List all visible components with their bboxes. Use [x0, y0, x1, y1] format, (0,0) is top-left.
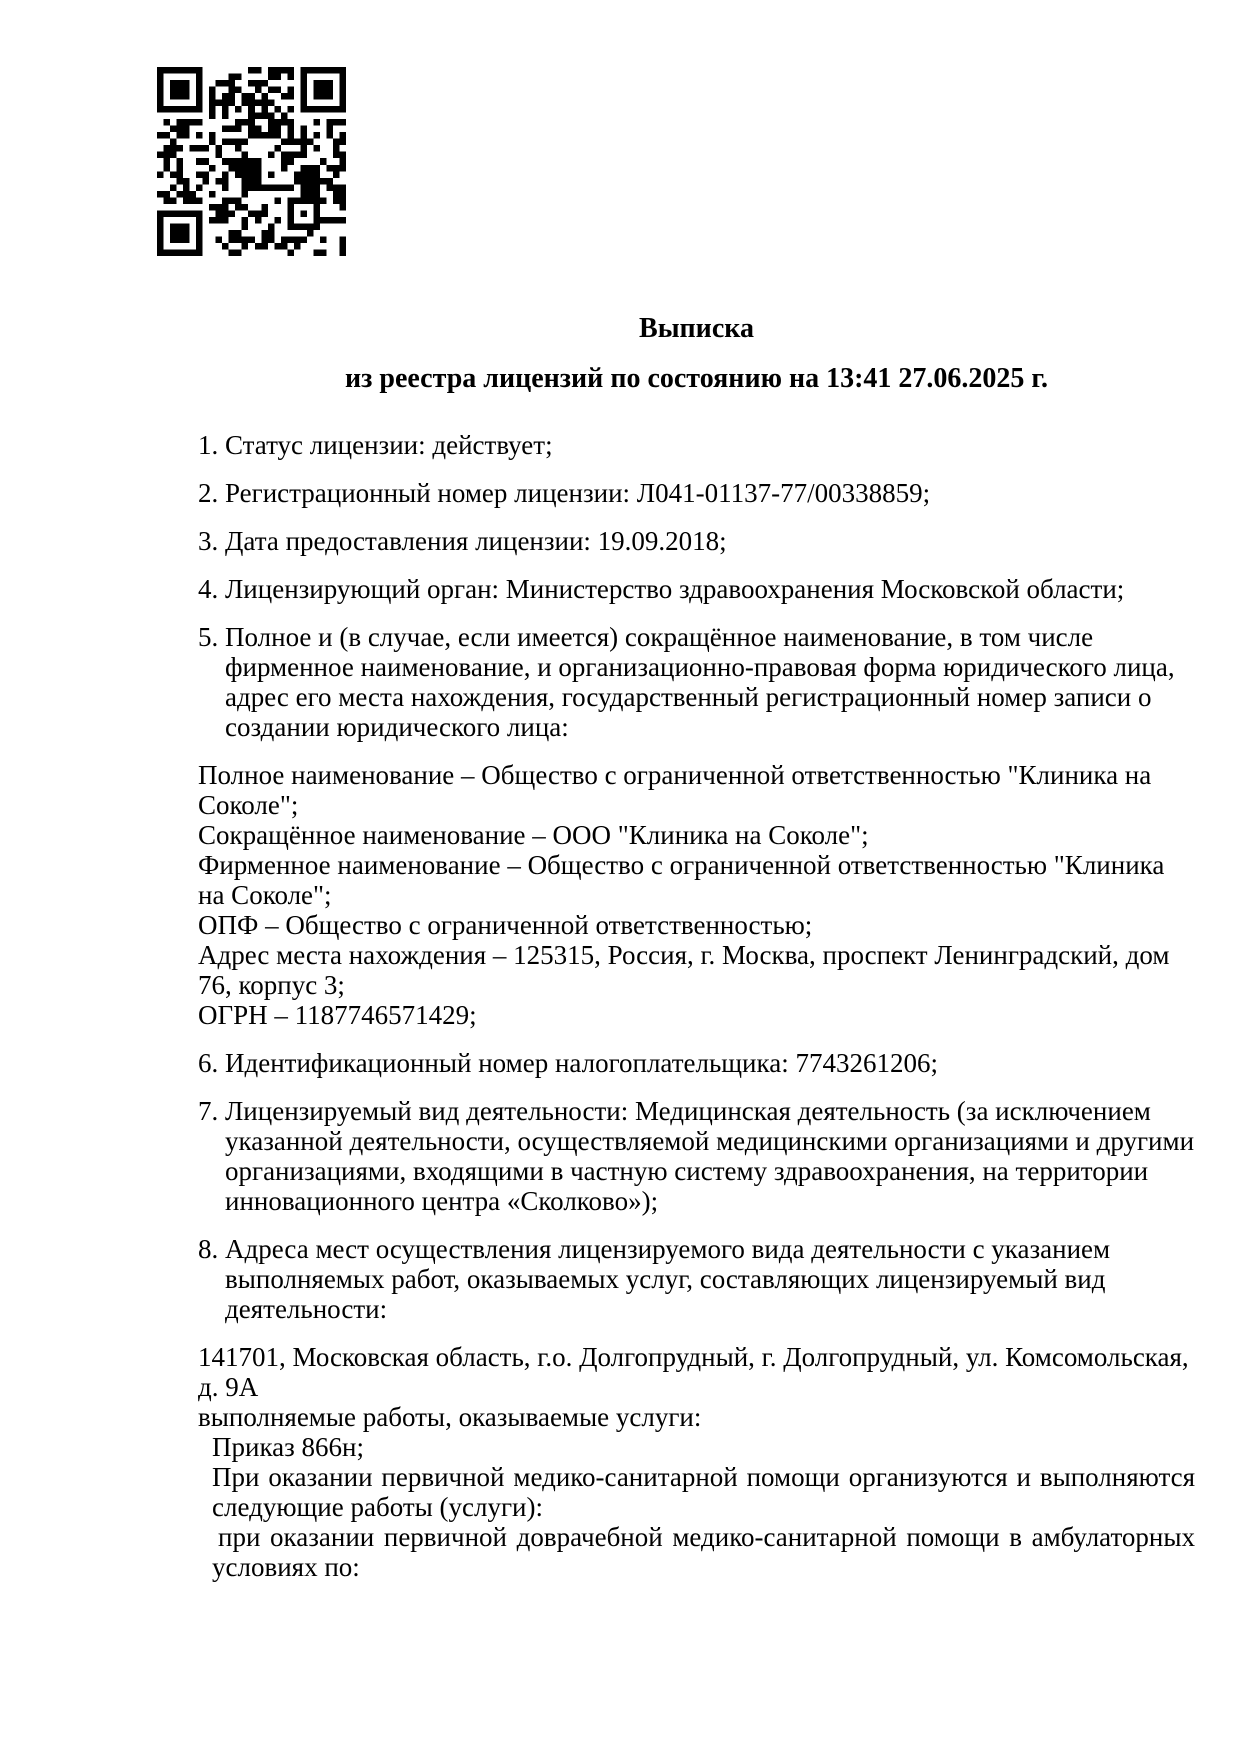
item-grant-date: 3. Дата предоставления лицензии: 19.09.2018; — [198, 526, 727, 556]
org-full-name: Полное наименование – Общество с ограниченной ответственностью "Клиника на Соколе"; — [198, 760, 1152, 820]
order-866n: Приказ 866н; — [212, 1432, 365, 1462]
org-opf: ОПФ – Общество с ограниченной ответственностью; — [198, 910, 813, 940]
primary-care-paragraph: При оказании первичной медико-санитарной помощи организуются и выполняются следующие работы (услуги): — [212, 1462, 1195, 1522]
document-body — [198, 311, 1195, 1582]
pre-medical-care-paragraph: при оказании первичной доврачебной медико-санитарной помощи в амбулаторных условиях по: — [212, 1522, 1195, 1582]
org-brand-name: Фирменное наименование – Общество с ограниченной ответственностью "Клиника на Соколе"; — [198, 850, 1165, 910]
org-ogrn: ОГРН – 1187746571429; — [198, 1000, 477, 1030]
works-services-label: выполняемые работы, оказываемые услуги: — [198, 1402, 702, 1432]
qr-code-icon — [157, 67, 346, 256]
document-subtitle: из реестра лицензий по состоянию на 13:41 27.06.2025 г. — [345, 363, 1048, 394]
activity-address-block — [198, 1342, 1195, 1582]
activity-address: 141701, Московская область, г.о. Долгопрудный, г. Долгопрудный, ул. Комсомольская, д. 9А — [198, 1342, 1189, 1402]
item-activity-addresses-heading: 8. Адреса мест осуществления лицензируемого вида деятельности с указанием выполняемых работ, оказываемых услуг, составляющих лицензируемый вид деятельности: — [198, 1234, 1111, 1324]
document-title: Выписка — [639, 313, 754, 344]
org-short-name: Сокращённое наименование – ООО "Клиника на Соколе"; — [198, 820, 869, 850]
item-registration-number: 2. Регистрационный номер лицензии: Л041-01137-77/00338859; — [198, 478, 931, 508]
item-inn: 6. Идентификационный номер налогоплательщика: 7743261206; — [198, 1048, 938, 1078]
org-address: Адрес места нахождения – 125315, Россия, г. Москва, проспект Ленинградский, дом 76, корпус 3; — [198, 940, 1170, 1000]
organization-details — [198, 760, 1195, 1030]
item-entity-names-heading: 5. Полное и (в случае, если имеется) сокращённое наименование, в том числе фирменное наименование, и организационно-правовая форма юридического лица, адрес его места нахождения, государственный регистрационный номер записи о создании юридического лица: — [198, 622, 1175, 742]
item-licensing-authority: 4. Лицензирующий орган: Министерство здравоохранения Московской области; — [198, 574, 1125, 604]
item-license-status: 1. Статус лицензии: действует; — [198, 430, 553, 460]
item-activity-type: 7. Лицензируемый вид деятельности: Медицинская деятельность (за исключением указанной деятельности, осуществляемой медицинскими организациями и другими организациями, входящими в частную систему здравоохранения, на территории инновационного центра «Сколково»); — [198, 1096, 1195, 1216]
